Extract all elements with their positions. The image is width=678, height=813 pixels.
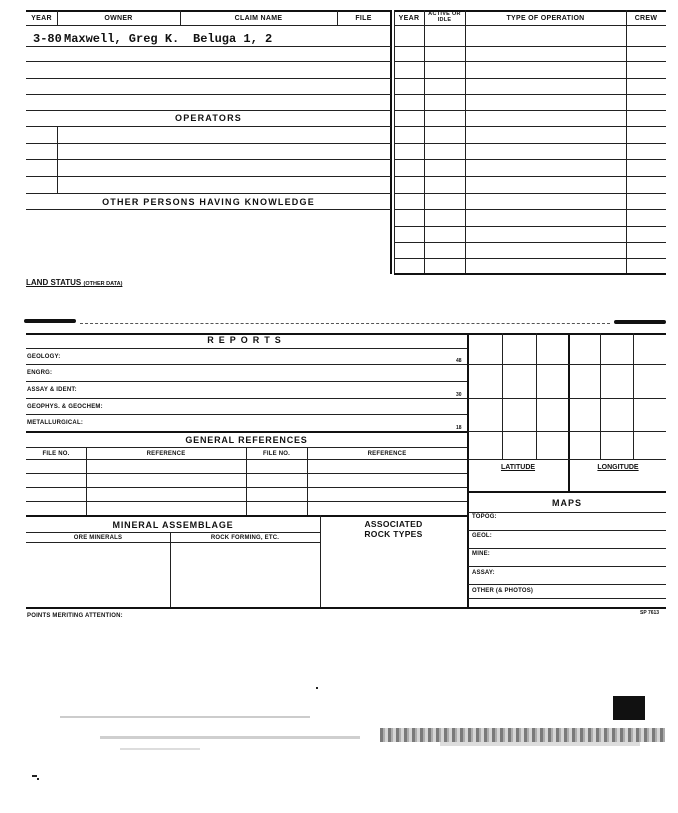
rock-forming-header: ROCK FORMING, ETC. <box>210 535 280 541</box>
ref-header-reference-1: REFERENCE <box>146 451 186 457</box>
report-label-geology: GEOLOGY: <box>27 354 61 360</box>
points-meriting-attention: POINTS MERITING ATTENTION: <box>27 613 123 619</box>
rock-types-header: ROCK TYPES <box>364 529 423 539</box>
reports-title: REPORTS <box>207 335 286 345</box>
maps-topog: TOPOG: <box>472 514 497 520</box>
col-header-year: YEAR <box>31 15 52 22</box>
ore-minerals-header: ORE MINERALS <box>73 535 123 541</box>
col-header-year-2: YEAR <box>398 15 420 22</box>
other-persons-title: OTHER PERSONS HAVING KNOWLEDGE <box>102 197 315 207</box>
land-status-text: LAND STATUS <box>26 278 82 287</box>
report-num-assay: 30 <box>456 392 462 398</box>
report-num-geology: 48 <box>456 358 462 364</box>
maps-geol: GEOL: <box>472 533 492 539</box>
maps-mine: MINE: <box>472 551 490 557</box>
latitude-label: LATITUDE <box>500 464 536 471</box>
associated-header: ASSOCIATED <box>364 519 423 529</box>
ref-header-file-no-1: FILE NO. <box>42 451 70 457</box>
mineral-assemblage-title: MINERAL ASSEMBLAGE <box>112 520 234 530</box>
report-label-engrg: ENGRG: <box>27 370 53 376</box>
ref-header-file-no-2: FILE NO. <box>263 451 290 457</box>
maps-title: MAPS <box>551 498 582 508</box>
general-references-title: GENERAL REFERENCES <box>185 435 308 445</box>
col-header-file: FILE <box>355 15 372 22</box>
report-label-geophys: GEOPHYS. & GEOCHEM: <box>27 404 103 410</box>
col-header-type-of-operation: TYPE OF OPERATION <box>506 15 585 22</box>
col-header-crew: CREW <box>634 15 658 22</box>
report-num-metallurgical: 18 <box>456 425 462 431</box>
col-header-claim-name: CLAIM NAME <box>234 15 283 22</box>
col-header-active-idle: ACTIVE OR IDLE <box>428 11 461 23</box>
operators-title: OPERATORS <box>175 113 242 123</box>
report-label-assay: ASSAY & IDENT: <box>27 387 77 393</box>
ref-header-reference-2: REFERENCE <box>367 451 407 457</box>
land-status-sub: (OTHER DATA) <box>83 281 123 287</box>
land-status-label <box>26 278 122 287</box>
entry-claim-name: Beluga 1, 2 <box>193 32 273 46</box>
entry-owner: Maxwell, Greg K. <box>64 32 180 46</box>
entry-year: 3-80 <box>33 32 62 46</box>
maps-assay: ASSAY: <box>472 570 495 576</box>
form-code: SP 7613 <box>640 610 660 616</box>
col-header-owner: OWNER <box>104 15 133 22</box>
report-label-metallurgical: METALLURGICAL: <box>27 420 84 426</box>
maps-other: OTHER (& PHOTOS) <box>472 588 534 594</box>
longitude-label: LONGITUDE <box>597 464 639 471</box>
